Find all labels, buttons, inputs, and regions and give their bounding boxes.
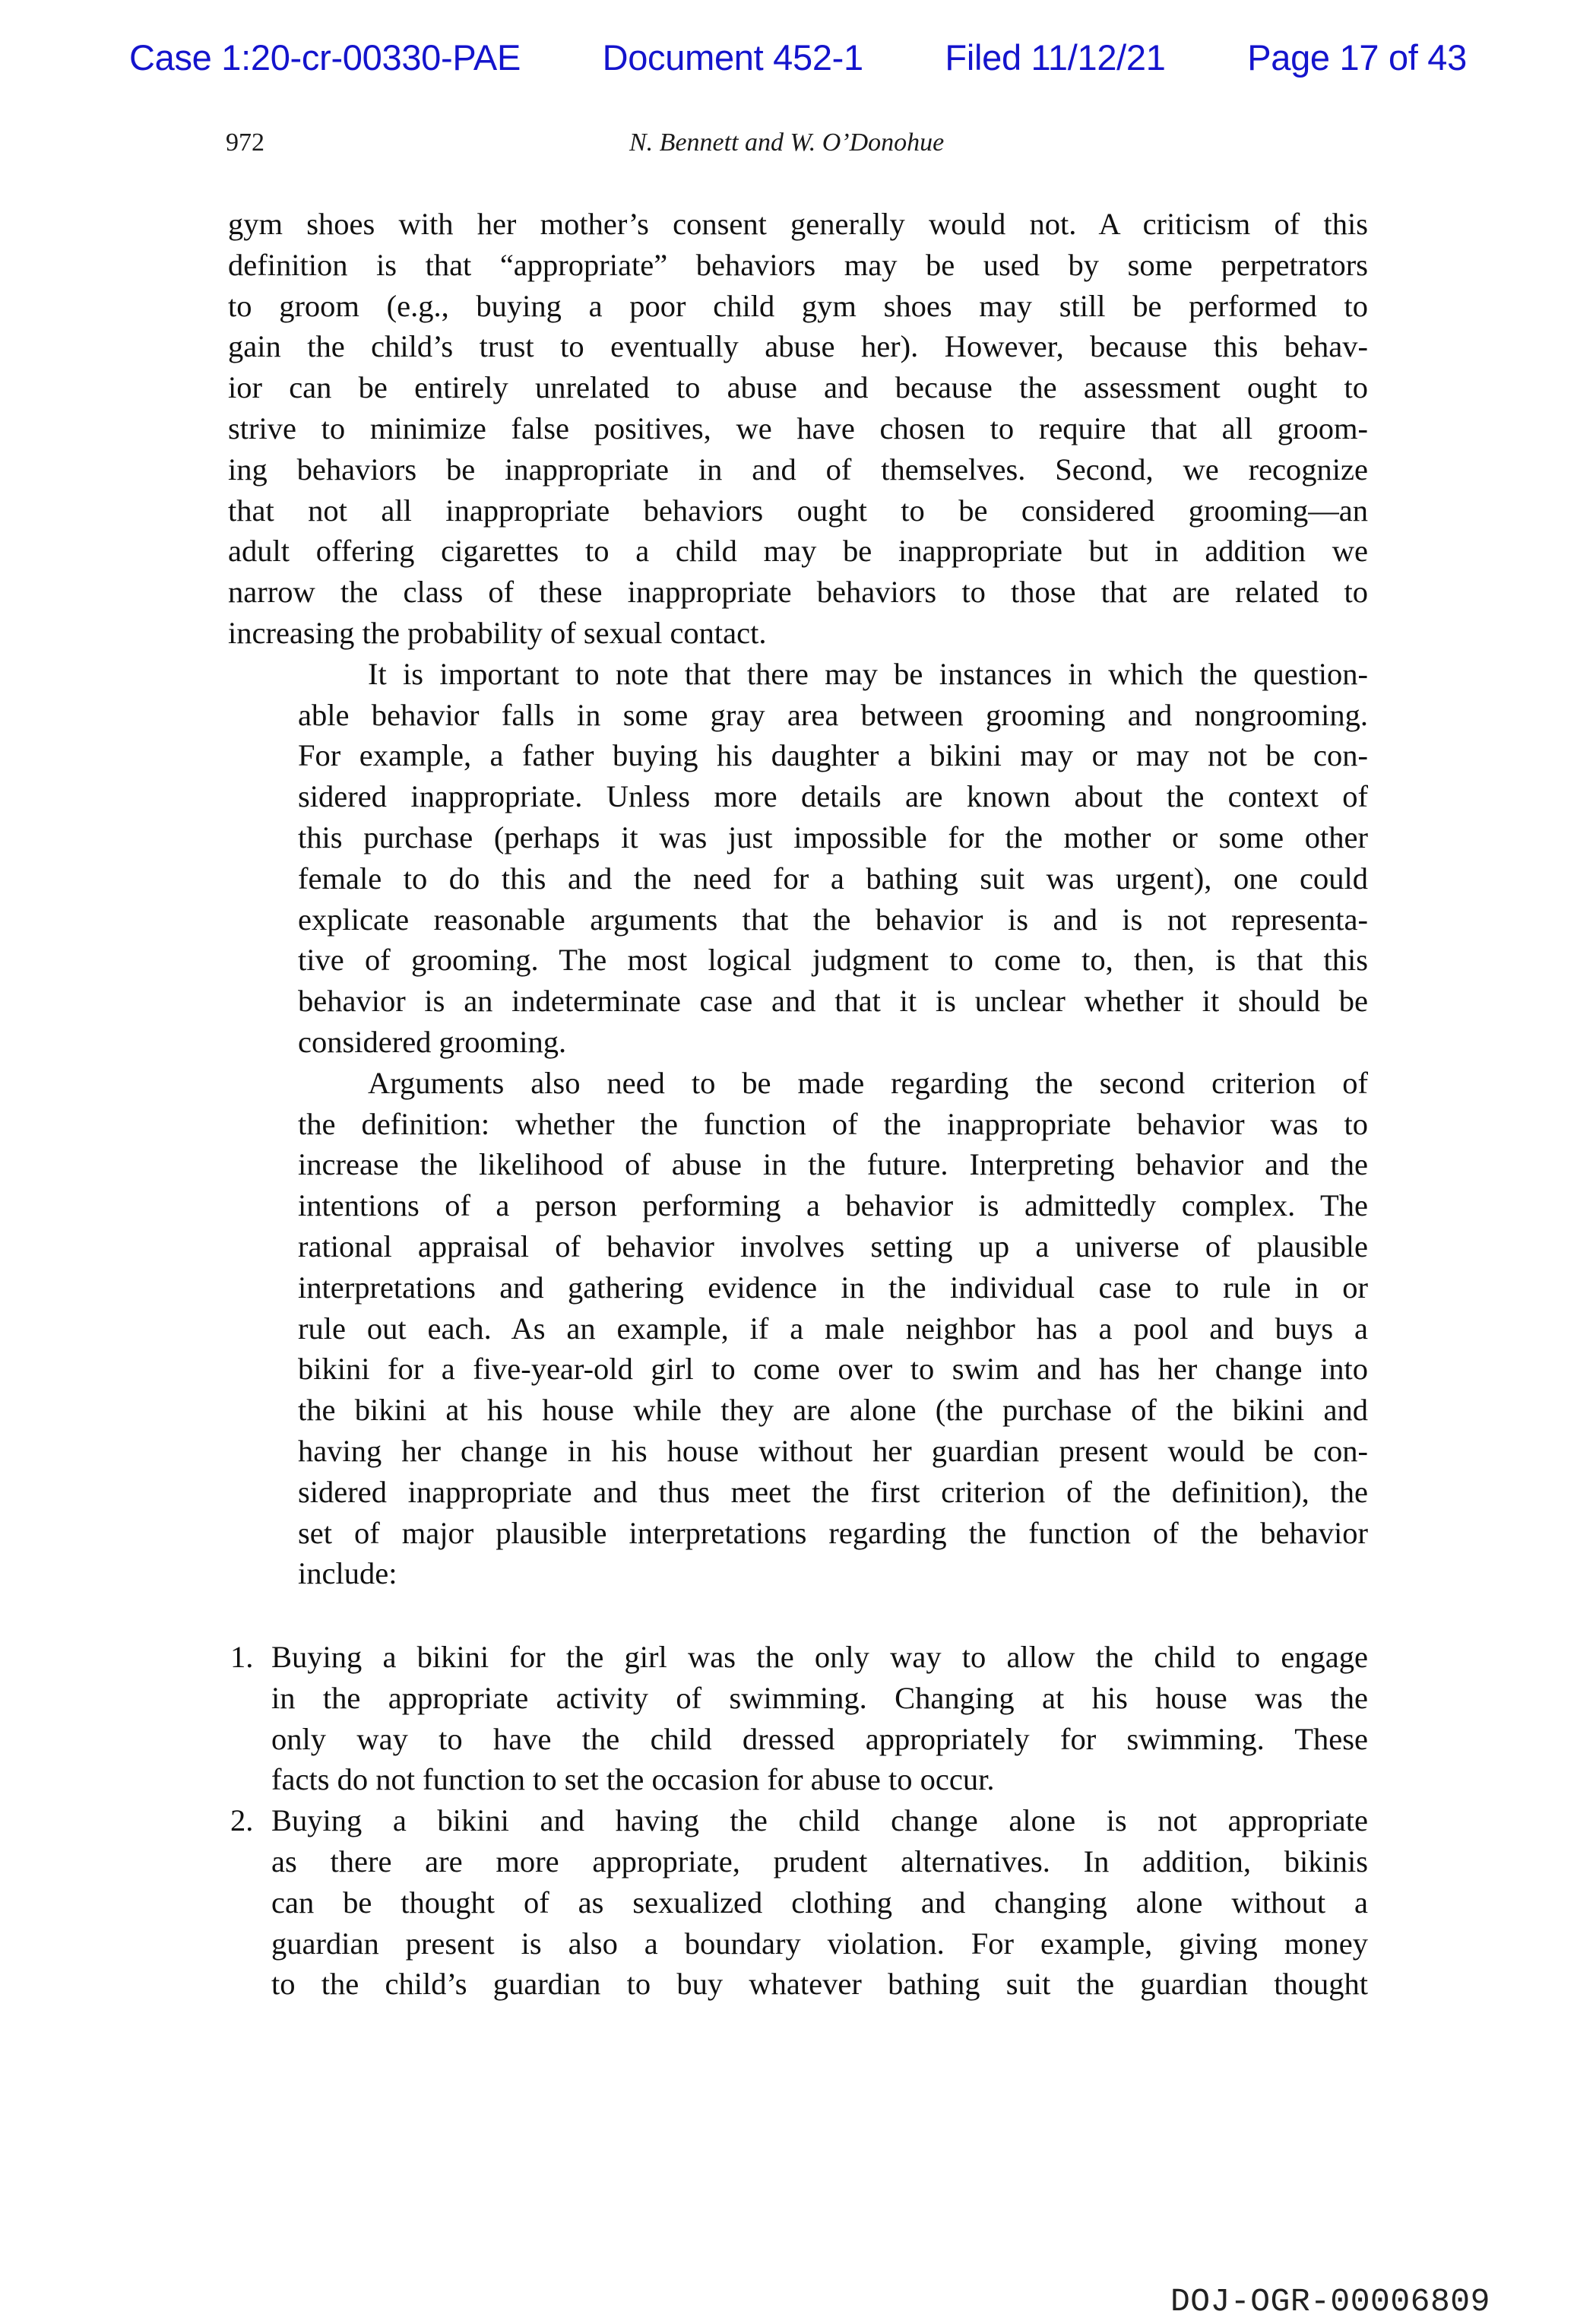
running-header-authors: N. Bennett and W. O’Donohue	[629, 128, 945, 157]
page-count: Page 17 of 43	[1247, 37, 1467, 78]
text-line: sidered inappropriate. Unless more details are known about the context of	[298, 779, 1368, 814]
text-line: sidered inappropriate and thus meet the first criterion of the definition), the	[298, 1474, 1368, 1509]
text-line: Buying a bikini and having the child change alone is not appropriate	[271, 1803, 1368, 1838]
journal-page-number: 972	[226, 128, 264, 157]
list-item-number: 2.	[230, 1803, 254, 1838]
text-line: as there are more appropriate, prudent alternatives. In addition, bikinis	[271, 1844, 1368, 1879]
text-line: considered grooming.	[298, 1024, 567, 1059]
text-line: Arguments also need to be made regarding the second criterion of	[368, 1065, 1368, 1100]
text-line: intentions of a person performing a behavior is admittedly complex. The	[298, 1188, 1368, 1223]
paragraph-2	[228, 654, 1368, 1063]
list-item	[228, 1637, 1368, 1800]
court-filing-stamp	[129, 35, 1467, 81]
text-line: behavior is an indeterminate case and that it is unclear whether it should be	[298, 984, 1368, 1019]
paragraph-1	[228, 204, 1368, 654]
text-line: that not all inappropriate behaviors ought to be considered grooming—an	[228, 493, 1368, 528]
text-line: strive to minimize false positives, we have chosen to require that all groom-	[228, 411, 1368, 445]
paragraph-3	[228, 1063, 1368, 1594]
text-line: ing behaviors be inappropriate in and of themselves. Second, we recognize	[228, 452, 1368, 487]
text-line: in the appropriate activity of swimming. Changing at his house was the	[271, 1680, 1368, 1715]
text-line: this purchase (perhaps it was just impossible for the mother or some other	[298, 820, 1368, 854]
interpretations-list	[228, 1637, 1368, 2005]
text-line: having her change in his house without her guardian present would be con-	[298, 1433, 1368, 1468]
text-line: to the child’s guardian to buy whatever bathing suit the guardian thought	[271, 1967, 1368, 2002]
text-line: definition is that “appropriate” behaviors may be used by some perpetrators	[228, 247, 1368, 282]
text-line: set of major plausible interpretations regarding the function of the behavior	[298, 1515, 1368, 1550]
text-line: rule out each. As an example, if a male neighbor has a pool and buys a	[298, 1311, 1368, 1346]
text-line: to groom (e.g., buying a poor child gym shoes may still be performed to	[228, 288, 1368, 323]
text-line: bikini for a five-year-old girl to come over to swim and has her change into	[298, 1352, 1368, 1387]
text-line: It is important to note that there may be instances in which the question-	[368, 656, 1368, 691]
case-number: Case 1:20-cr-00330-PAE	[129, 37, 521, 78]
text-line: able behavior falls in some gray area between grooming and nongrooming.	[298, 697, 1368, 732]
text-line: narrow the class of these inappropriate behaviors to those that are related to	[228, 575, 1368, 610]
text-line: increasing the probability of sexual contact.	[228, 615, 767, 650]
text-line: interpretations and gathering evidence in the individual case to rule in or	[298, 1270, 1368, 1305]
text-line: adult offering cigarettes to a child may be inappropriate but in addition we	[228, 534, 1368, 569]
text-line: gym shoes with her mother’s consent generally would not. A criticism of this	[228, 207, 1368, 241]
bates-number: DOJ-OGR-00006809	[1170, 2283, 1490, 2320]
text-line: can be thought of as sexualized clothing and changing alone without a	[271, 1885, 1368, 1920]
text-line: female to do this and the need for a bathing suit was urgent), one could	[298, 861, 1368, 896]
text-line: the bikini at his house while they are alone (the purchase of the bikini and	[298, 1393, 1368, 1428]
text-line: facts do not function to set the occasion for abuse to occur.	[271, 1762, 995, 1797]
text-line: the definition: whether the function of the inappropriate behavior was to	[298, 1106, 1368, 1141]
text-line: tive of grooming. The most logical judgment to come to, then, is that this	[298, 943, 1368, 978]
text-line: include:	[298, 1556, 397, 1591]
text-line: guardian present is also a boundary violation. For example, giving money	[271, 1926, 1368, 1961]
text-line: ior can be entirely unrelated to abuse and because the assessment ought to	[228, 370, 1368, 405]
text-line: Buying a bikini for the girl was the only way to allow the child to engage	[271, 1640, 1368, 1675]
filed-date: Filed 11/12/21	[945, 37, 1166, 78]
article-body	[228, 204, 1368, 2005]
text-line: only way to have the child dressed appropriately for swimming. These	[271, 1721, 1368, 1756]
document-number: Document 452-1	[602, 37, 863, 78]
running-header	[0, 126, 1596, 160]
list-item	[228, 1800, 1368, 2005]
text-line: increase the likelihood of abuse in the future. Interpreting behavior and the	[298, 1147, 1368, 1182]
list-item-number: 1.	[230, 1640, 254, 1675]
text-line: rational appraisal of behavior involves setting up a universe of plausible	[298, 1229, 1368, 1263]
text-line: explicate reasonable arguments that the behavior is and is not representa-	[298, 902, 1368, 937]
text-line: gain the child’s trust to eventually abuse her). However, because this behav-	[228, 329, 1368, 364]
text-line: For example, a father buying his daughter a bikini may or may not be con-	[298, 738, 1368, 773]
